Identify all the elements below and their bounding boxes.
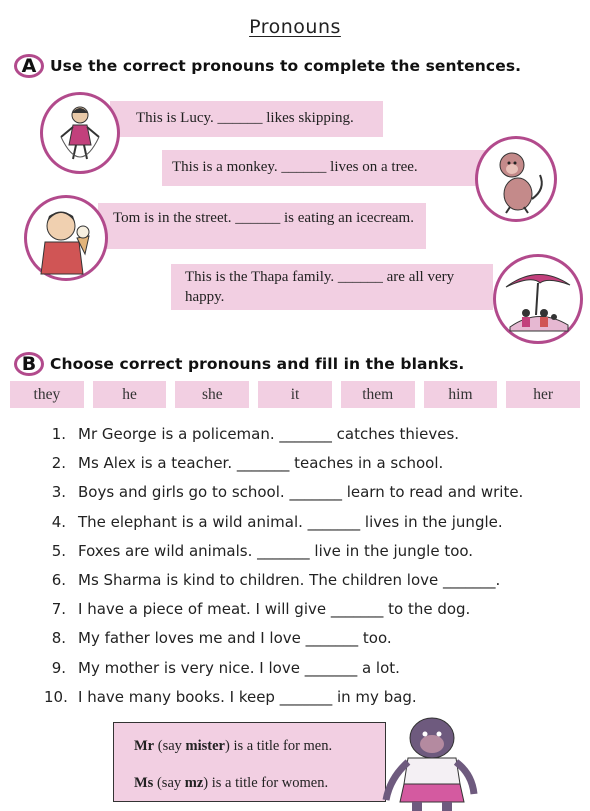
word-bank-item: he — [93, 381, 167, 408]
item-number: 4. — [51, 512, 66, 531]
girl-skipping-icon — [40, 92, 120, 174]
item-number: 6. — [51, 570, 66, 589]
item-number: 2. — [51, 454, 66, 473]
list-item — [44, 624, 584, 653]
title-note-box — [113, 722, 386, 802]
page-title: Pronouns — [249, 16, 341, 38]
item-text: My mother is very nice. I love _______ a lot. — [78, 658, 400, 677]
item-number: 3. — [51, 483, 66, 502]
sentence-bubble-1 — [110, 101, 383, 137]
boy-icecream-icon — [24, 195, 108, 281]
word-bank-item: her — [506, 381, 580, 408]
item-text: The elephant is a wild animal. _______ lives in the jungle. — [78, 512, 503, 531]
section-a-instruction: Use the correct pronouns to complete the sentences. — [50, 57, 522, 75]
section-b-instruction: Choose correct pronouns and fill in the blanks. — [50, 355, 465, 373]
item-text: Boys and girls go to school. _______ learn to read and write. — [78, 483, 524, 502]
list-item — [44, 566, 584, 595]
word-bank-item: they — [10, 381, 84, 408]
monkey-icon — [475, 136, 557, 222]
item-text: Mr George is a policeman. _______ catches thieves. — [78, 425, 460, 443]
item-number: 7. — [51, 600, 66, 619]
list-item — [44, 654, 584, 683]
sentence-bubble-3 — [98, 203, 426, 249]
section-a-badge: A — [14, 54, 44, 78]
item-number: 1. — [51, 425, 66, 443]
sentence-bubble-2 — [162, 150, 486, 186]
list-item — [44, 537, 584, 566]
family-tree-icon — [493, 254, 583, 344]
item-number: 9. — [51, 658, 66, 677]
list-item — [44, 683, 584, 712]
list-item — [44, 478, 584, 507]
item-number: 8. — [51, 629, 66, 648]
gorilla-icon — [382, 708, 478, 811]
item-text: Ms Alex is a teacher. _______ teaches in a school. — [78, 454, 444, 473]
section-b-heading — [14, 352, 464, 376]
sentence-4: This is the Thapa family. ______ are all very happy. — [185, 269, 455, 305]
list-item — [44, 420, 584, 449]
item-text: Foxes are wild animals. _______ live in the jungle too. — [78, 541, 474, 560]
note-line-2: Ms (say mz) is a title for women. — [134, 775, 329, 791]
sentence-bubble-4 — [171, 264, 493, 310]
word-bank-item: them — [341, 381, 415, 408]
item-text: I have many books. I keep _______ in my bag. — [78, 687, 417, 706]
sentence-1: This is Lucy. ______ likes skipping. — [136, 110, 354, 126]
item-text: Ms Sharma is kind to children. The children love _______. — [78, 570, 501, 589]
item-text: I have a piece of meat. I will give _______ to the dog. — [78, 600, 471, 619]
exercise-list — [44, 420, 584, 712]
sentence-2: This is a monkey. ______ lives on a tree. — [172, 159, 418, 175]
word-bank — [10, 381, 580, 408]
list-item — [44, 508, 584, 537]
word-bank-item: it — [258, 381, 332, 408]
section-a-heading — [14, 54, 521, 78]
list-item — [44, 449, 584, 478]
word-bank-item: him — [424, 381, 498, 408]
word-bank-item: she — [175, 381, 249, 408]
item-number: 5. — [51, 541, 66, 560]
note-line-1: Mr (say mister) is a title for men. — [134, 738, 333, 754]
item-number: 10. — [44, 687, 68, 706]
list-item — [44, 595, 584, 624]
sentence-3: Tom is in the street. ______ is eating an icecream. — [113, 210, 414, 226]
section-b-badge: B — [14, 352, 44, 376]
item-text: My father loves me and I love _______ too. — [78, 629, 392, 648]
